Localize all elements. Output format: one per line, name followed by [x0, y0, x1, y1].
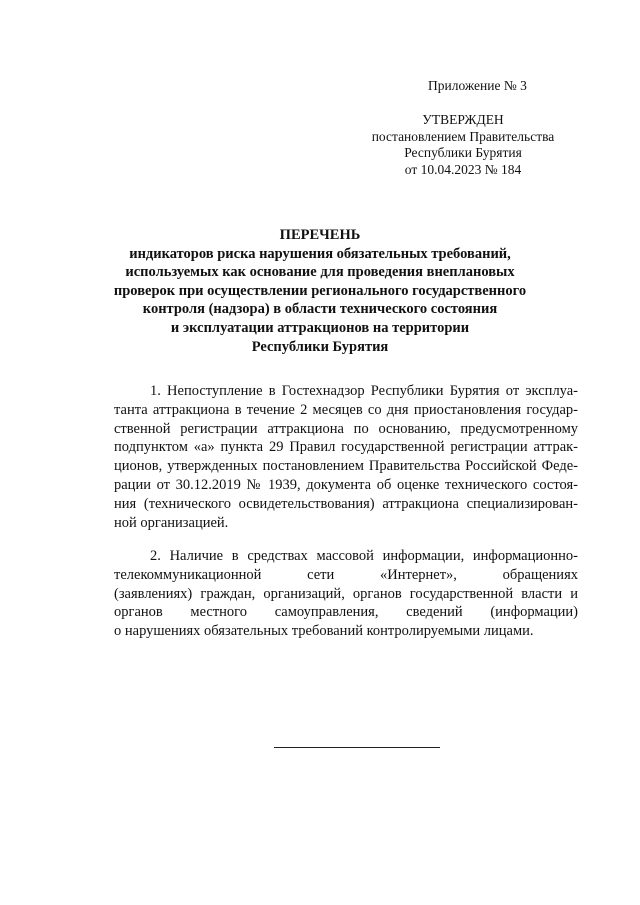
- title-line: контроля (надзора) в области технического состояния: [142, 301, 498, 318]
- paragraph-line: 1. Непоступление в Гостехнадзор Республики Бурятия от эксплуа-: [150, 383, 578, 399]
- paragraph-line: ционов, утвержденных постановлением Правительства Российской Феде-: [114, 458, 578, 475]
- paragraph-1: [114, 382, 578, 532]
- paragraph-line: ственной регистрации аттракциона по основанию, предусмотренному: [114, 420, 578, 437]
- approval-heading: УТВЕРЖДЕН: [422, 112, 504, 127]
- paragraph-line: танта аттракциона в течение 2 месяцев со дня приостановления государ-: [114, 401, 578, 418]
- paragraph-line: органов местного самоуправления, сведений (информации): [114, 604, 578, 621]
- title-line: индикаторов риска нарушения обязательных требований,: [129, 245, 511, 262]
- paragraph-2: [114, 547, 578, 641]
- title-line: и эксплуатации аттракционов на территории: [170, 319, 470, 336]
- paragraph-line: телекоммуникационной сети «Интернет», обращениях: [114, 566, 578, 583]
- approval-line: Республики Бурятия: [404, 145, 522, 160]
- appendix-label: Приложение № 3: [428, 78, 527, 93]
- closing-rule: [274, 747, 440, 748]
- paragraph-line: ной организацией.: [114, 514, 229, 531]
- paragraph-line: подпунктом «а» пункта 29 Правил государственной регистрации аттрак-: [114, 439, 578, 456]
- title-line: Республики Бурятия: [251, 338, 389, 355]
- paragraph-line: рации от 30.12.2019 № 1939, документа об оценке технического состоя-: [114, 476, 578, 493]
- approval-date-number: от 10.04.2023 № 184: [404, 161, 522, 177]
- title-line: используемых как основание для проведения внеплановых: [125, 264, 515, 281]
- approval-line: постановлением Правительства: [371, 128, 555, 144]
- paragraph-line: ния (технического освидетельствования) аттракциона специализирован-: [114, 495, 578, 512]
- document-title: [100, 226, 540, 356]
- paragraph-line: (заявлениях) граждан, организаций, органов государственной власти и: [114, 585, 578, 602]
- approval-block: [360, 112, 566, 178]
- title-line: проверок при осуществлении регионального государственного: [113, 282, 527, 299]
- paragraph-line: о нарушениях обязательных требований контролируемыми лицами.: [114, 623, 534, 640]
- paragraph-line: 2. Наличие в средствах массовой информации, информационно-: [150, 548, 578, 564]
- title-heading: ПЕРЕЧЕНЬ: [279, 227, 361, 243]
